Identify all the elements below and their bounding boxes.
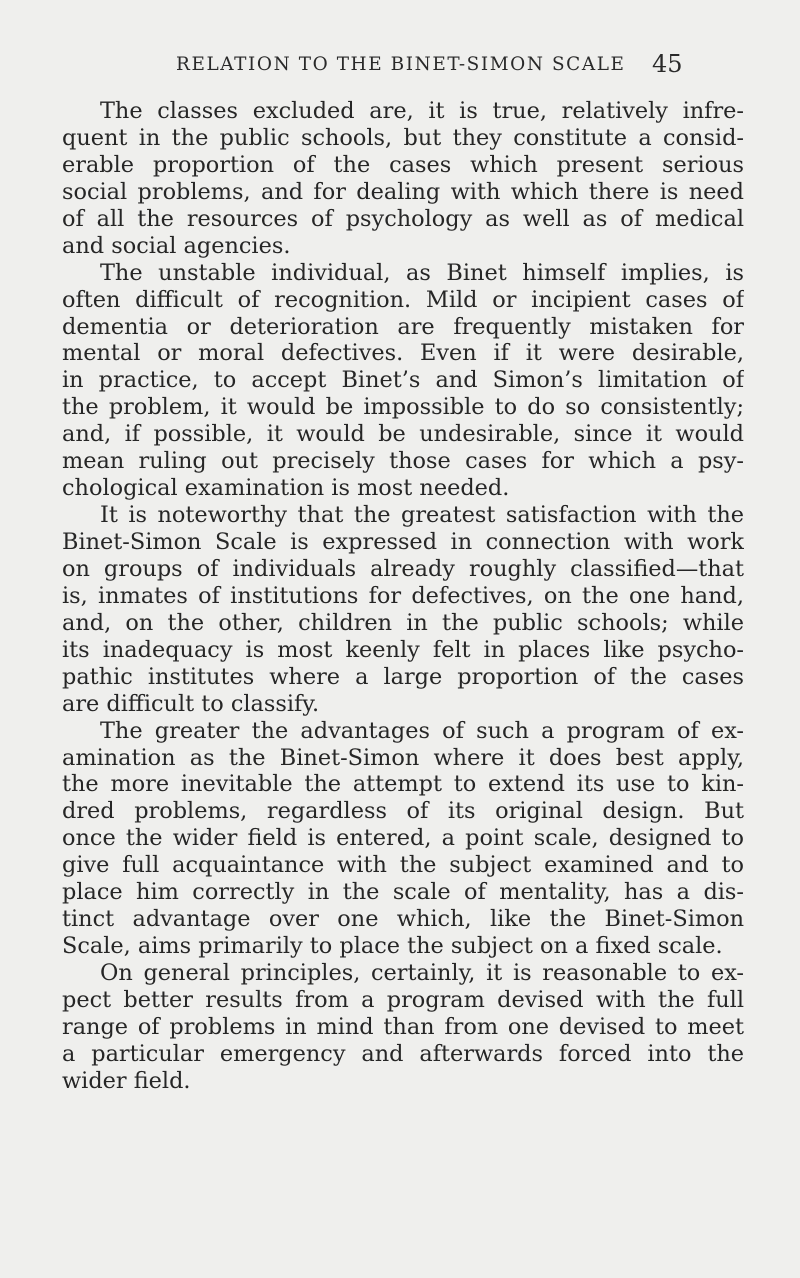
text-line: of all the resources of psychology as well as of medical [62, 205, 744, 232]
text-line: tinct advantage over one which, like the Binet-Simon [62, 906, 744, 933]
text-line: on groups of individuals already roughly classified—that [62, 555, 744, 582]
text-line: quent in the public schools, but they constitute a consid- [62, 124, 744, 151]
text-line: chological examination is most needed. [62, 475, 510, 502]
text-line: a particular emergency and afterwards forced into the [62, 1040, 744, 1067]
text-line: pect better results from a program devised with the full [62, 986, 744, 1013]
text-line: Binet-Simon Scale is expressed in connection with work [62, 529, 744, 555]
running-head: RELATION TO THE BINET-SIMON SCALE [176, 54, 626, 75]
text-line: The greater the advantages of such a program of ex- [100, 717, 744, 744]
page-number: 45 [652, 50, 683, 78]
text-line: It is noteworthy that the greatest satisfaction with the [100, 502, 744, 529]
text-line: once the wider field is entered, a point scale, designed to [62, 825, 744, 852]
text-line: wider field. [62, 1067, 191, 1094]
text-line: amination as the Binet-Simon where it does best apply, [62, 744, 744, 771]
text-line: Scale, aims primarily to place the subject on a fixed scale. [62, 933, 723, 960]
text-line: On general principles, certainly, it is reasonable to ex- [100, 960, 744, 986]
text-line: mental or moral defectives. Even if it were desirable, [62, 340, 744, 367]
text-line: dementia or deterioration are frequently mistaken for [62, 313, 744, 340]
text-line: its inadequacy is most keenly felt in places like psycho- [62, 636, 744, 663]
text-line: erable proportion of the cases which present serious [62, 151, 744, 178]
text-line: dred problems, regardless of its original design. But [62, 798, 744, 825]
text-line: the more inevitable the attempt to extend its use to kin- [62, 771, 744, 798]
text-line: The unstable individual, as Binet himself implies, is [100, 259, 744, 286]
text-line: and social agencies. [62, 232, 291, 259]
body-text [62, 98, 744, 1095]
text-line: is, inmates of institutions for defectives, on the one hand, [62, 582, 744, 609]
text-line: and, on the other, children in the public schools; while [62, 609, 744, 636]
text-line: pathic institutes where a large proportion of the cases [62, 663, 744, 690]
text-line: the problem, it would be impossible to do so consistently; [62, 394, 744, 421]
text-line: place him correctly in the scale of mentality, has a dis- [62, 879, 744, 906]
text-line: give full acquaintance with the subject examined and to [62, 852, 744, 879]
text-line: range of problems in mind than from one devised to meet [62, 1013, 744, 1040]
text-line: and, if possible, it would be undesirable, since it would [62, 421, 744, 448]
text-line: are difficult to classify. [62, 690, 320, 717]
text-line: often difficult of recognition. Mild or incipient cases of [62, 286, 744, 313]
text-line: in practice, to accept Binet’s and Simon’s limitation of [62, 367, 744, 394]
text-line: social problems, and for dealing with which there is need [62, 178, 744, 205]
text-line: mean ruling out precisely those cases for which a psy- [62, 448, 744, 475]
text-line: The classes excluded are, it is true, relatively infre- [100, 98, 744, 124]
